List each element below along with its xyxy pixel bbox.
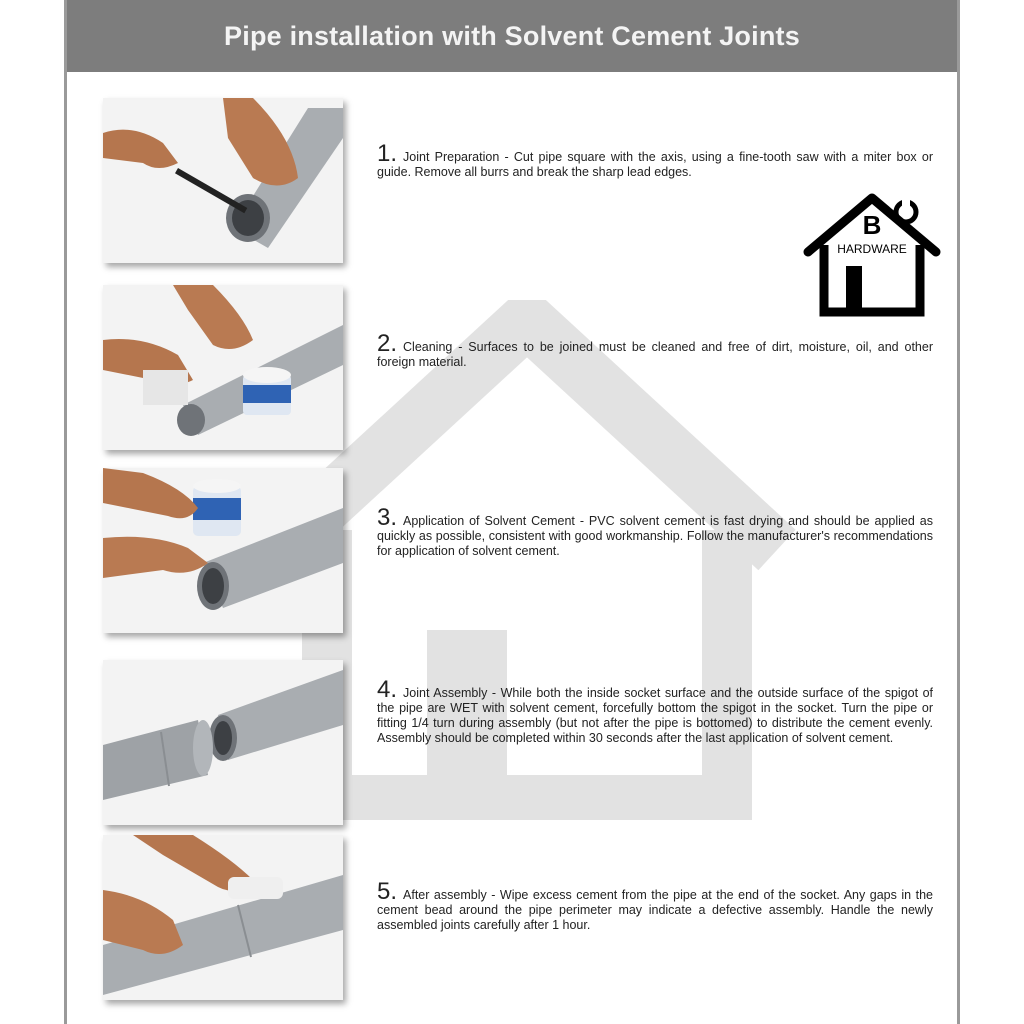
step-2-text [377, 330, 933, 370]
step-number: 3. [377, 504, 398, 531]
cleaning-illustration [103, 285, 343, 450]
step-number: 4. [377, 676, 398, 703]
step-2-photo [103, 285, 343, 450]
page-title: Pipe installation with Solvent Cement Joints [224, 20, 800, 51]
step-4-text [377, 676, 933, 746]
solvent-application-illustration [103, 468, 343, 633]
step-3-text [377, 504, 933, 559]
step-1-photo [103, 98, 343, 263]
header-bar [67, 0, 957, 72]
step-3-photo [103, 468, 343, 633]
wipe-excess-illustration [103, 835, 343, 1000]
logo-text: HARDWARE [837, 242, 907, 256]
step-description: Application of Solvent Cement - PVC solvent cement is fast drying and should be applied as quickly as possible, consistent with good workmanship. Follow the manufacturer's recommendations for application of solvent cement. [377, 514, 933, 558]
step-5-text [377, 878, 933, 933]
brand-logo [802, 190, 942, 320]
step-1-text [377, 140, 933, 180]
step-description: Joint Assembly - While both the inside socket surface and the outside surface of the spigot of the pipe are WET with solvent cement, forcefully bottom the spigot in the socket. Turn the pipe or fitting 1/4 turn during assembly (but not after the pipe is bottomed) to distribute the cement evenly. Assembly should be completed within 30 seconds after the last application of solvent cement. [377, 686, 933, 745]
step-5-photo [103, 835, 343, 1000]
joint-assembly-illustration [103, 660, 343, 825]
step-number: 1. [377, 140, 398, 167]
saw-cut-illustration [103, 98, 343, 263]
step-description: Cleaning - Surfaces to be joined must be cleaned and free of dirt, moisture, oil, and other foreign material. [377, 340, 933, 369]
instruction-sheet [64, 0, 960, 1024]
step-number: 5. [377, 878, 398, 905]
step-4-photo [103, 660, 343, 825]
step-description: Joint Preparation - Cut pipe square with the axis, using a fine-tooth saw with a miter box or guide. Remove all burrs and break the sharp lead edges. [377, 150, 933, 179]
logo-letter: B [862, 210, 882, 240]
step-description: After assembly - Wipe excess cement from the pipe at the end of the socket. Any gaps in the cement bead around the pipe perimeter may indicate a defective assembly. Handle the newly assembled joints carefully after 1 hour. [377, 888, 933, 932]
step-number: 2. [377, 330, 398, 357]
